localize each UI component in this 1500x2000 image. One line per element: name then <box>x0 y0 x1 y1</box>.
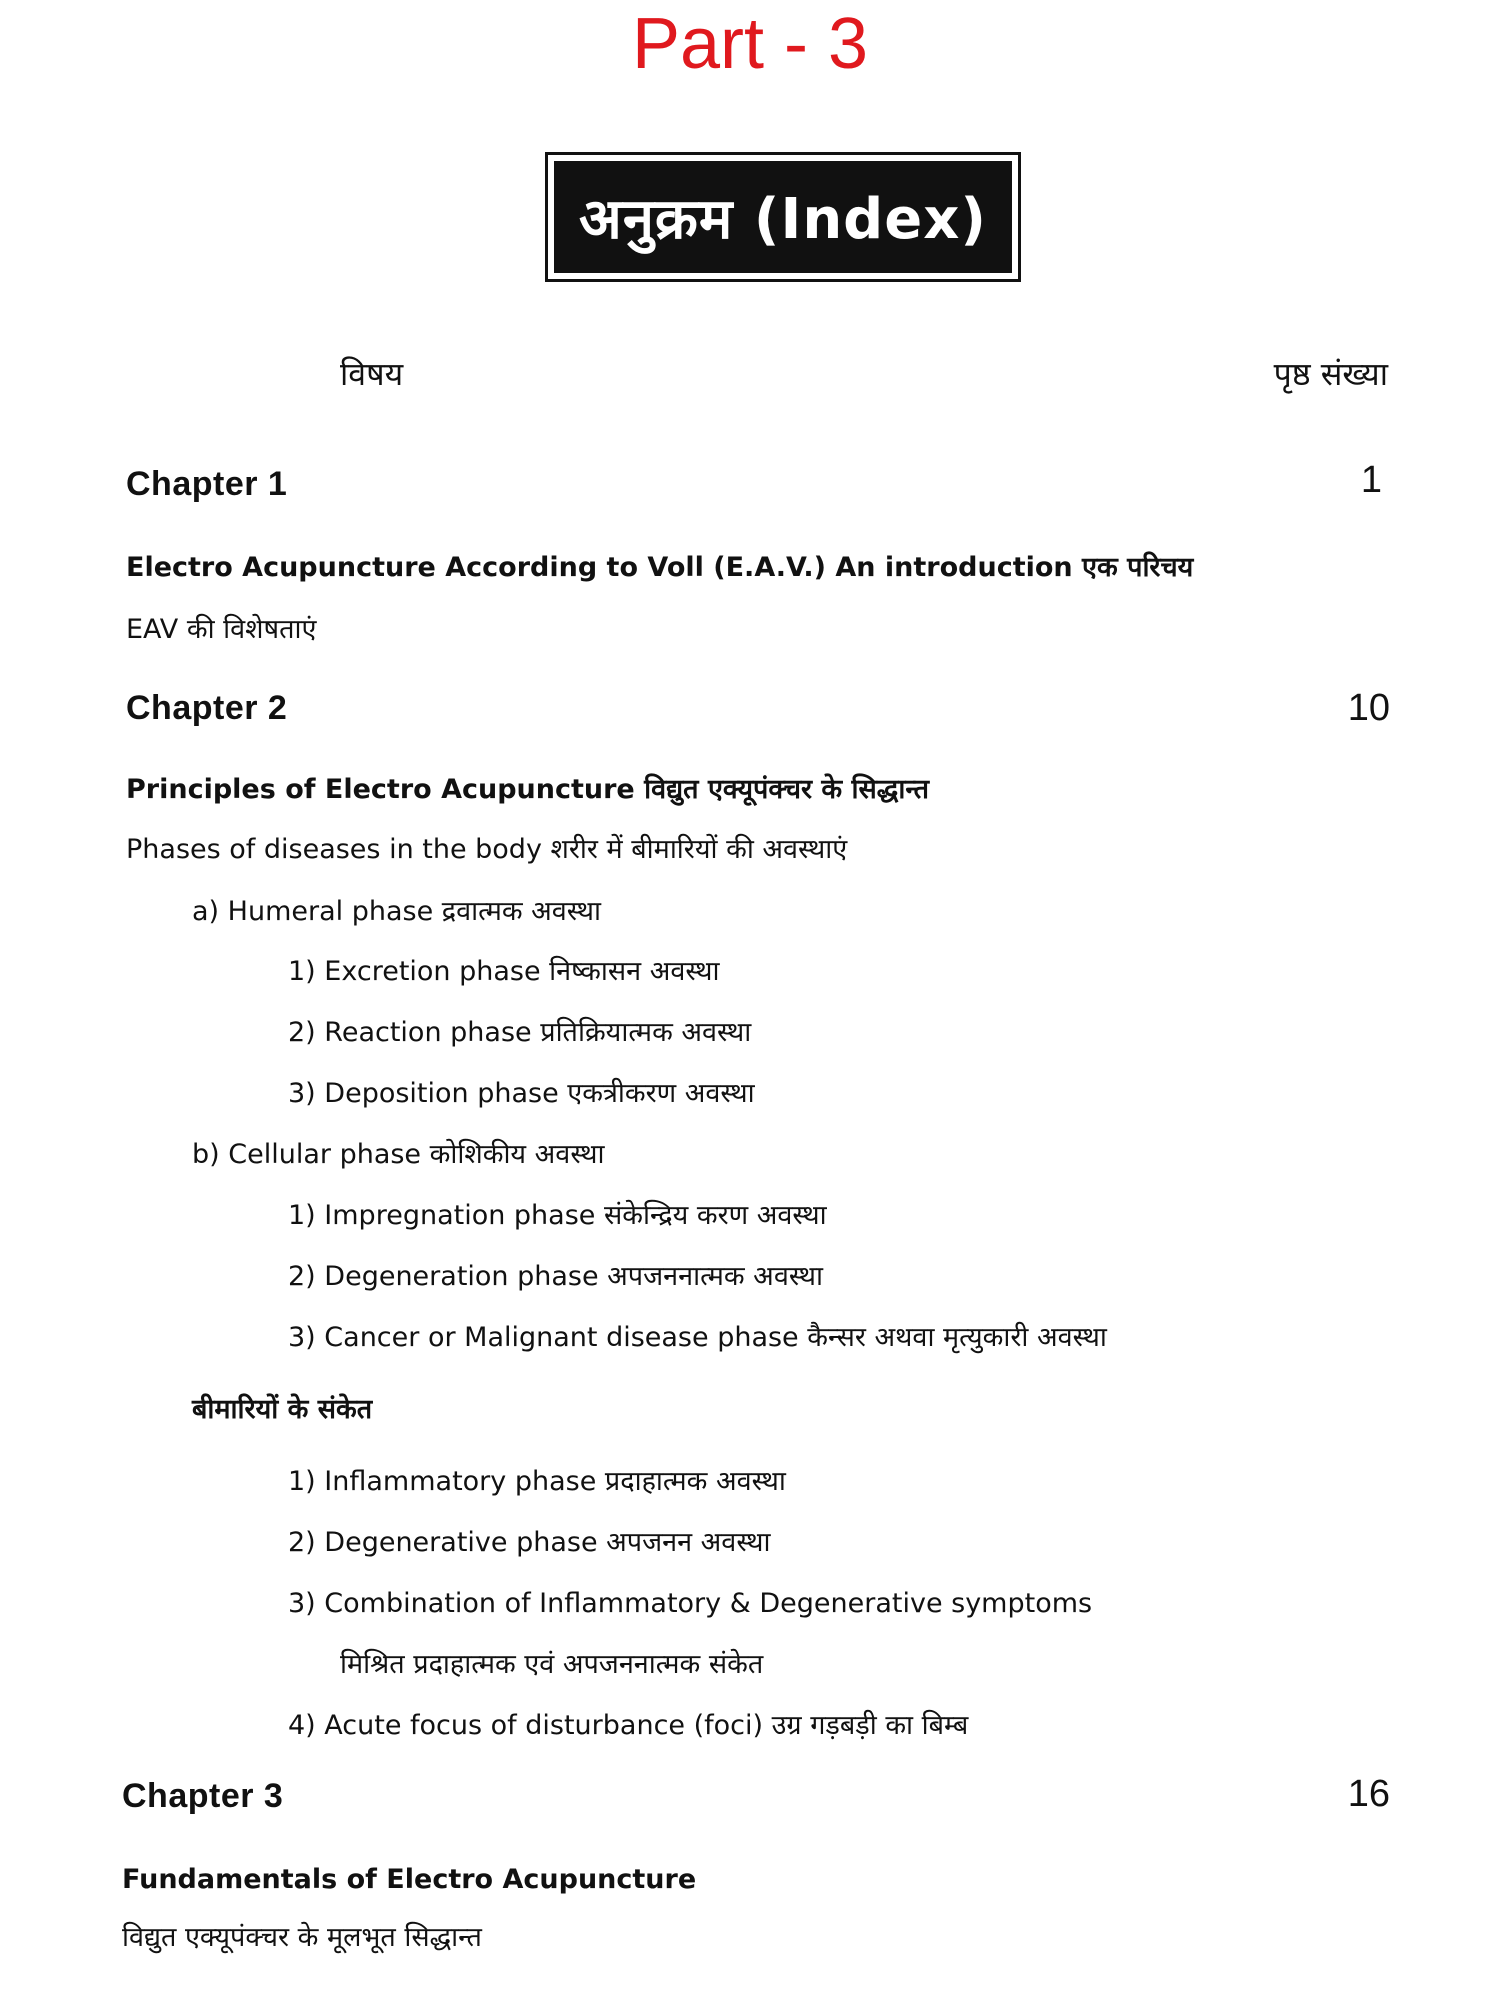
chapter-2-entry-13: 2) Degenerative phase अपजनन अवस्था <box>288 1527 771 1558</box>
chapter-1-page: 1 <box>1360 459 1382 501</box>
chapter-3-entry-2: विद्युत एक्यूपंक्चर के मूलभूत सिद्धान्त <box>122 1922 482 1953</box>
chapter-1-entry-2: EAV की विशेषताएं <box>126 614 317 645</box>
chapter-2-entry-7: b) Cellular phase कोशिकीय अवस्था <box>192 1139 605 1170</box>
index-title: अनुक्रम (Index) <box>579 187 987 252</box>
chapter-3-entry-1: Fundamentals of Electro Acupuncture <box>122 1864 697 1895</box>
chapter-2-entry-12: 1) Inflammatory phase प्रदाहात्मक अवस्था <box>288 1466 786 1497</box>
chapter-2-entry-11: बीमारियों के संकेत <box>192 1394 373 1425</box>
index-title-box <box>545 152 1021 282</box>
chapter-1-label: Chapter 1 <box>126 465 288 503</box>
chapter-3-label: Chapter 3 <box>122 1777 284 1815</box>
column-heading-subject: विषय <box>340 355 404 393</box>
chapter-2-entry-3: a) Humeral phase द्रवात्मक अवस्था <box>192 896 602 927</box>
chapter-2-entry-2: Phases of diseases in the body शरीर में बीमारियों की अवस्थाएं <box>126 834 848 865</box>
index-title-box-inner <box>554 161 1012 273</box>
chapter-2-entry-10: 3) Cancer or Malignant disease phase कैन्सर अथवा मृत्युकारी अवस्था <box>288 1322 1107 1353</box>
chapter-2-page: 10 <box>1347 687 1390 729</box>
chapter-2-entry-5: 2) Reaction phase प्रतिक्रियात्मक अवस्था <box>288 1017 752 1048</box>
chapter-2-entry-8: 1) Impregnation phase संकेन्द्रिय करण अवस्था <box>288 1200 827 1231</box>
chapter-2-entry-6: 3) Deposition phase एकत्रीकरण अवस्था <box>288 1078 755 1109</box>
chapter-2-label: Chapter 2 <box>126 689 288 727</box>
part-title: Part - 3 <box>631 4 869 84</box>
chapter-2-entry-9: 2) Degeneration phase अपजननात्मक अवस्था <box>288 1261 824 1292</box>
chapter-2-entry-4: 1) Excretion phase निष्कासन अवस्था <box>288 956 720 987</box>
chapter-1-entry-1: Electro Acupuncture According to Voll (E.A.V.) An introduction एक परिचय <box>126 552 1194 583</box>
column-heading-page-number: पृष्ठ संख्या <box>1273 355 1388 393</box>
chapter-3-page: 16 <box>1347 1773 1390 1815</box>
chapter-2-entry-15: मिश्रित प्रदाहात्मक एवं अपजननात्मक संकेत <box>340 1649 764 1680</box>
chapter-2-entry-14: 3) Combination of Inflammatory & Degenerative symptoms <box>288 1588 1093 1619</box>
chapter-2-entry-1: Principles of Electro Acupuncture विद्युत एक्यूपंक्चर के सिद्धान्त <box>126 774 930 805</box>
chapter-2-entry-16: 4) Acute focus of disturbance (foci) उग्र गड़बड़ी का बिम्ब <box>288 1710 969 1741</box>
